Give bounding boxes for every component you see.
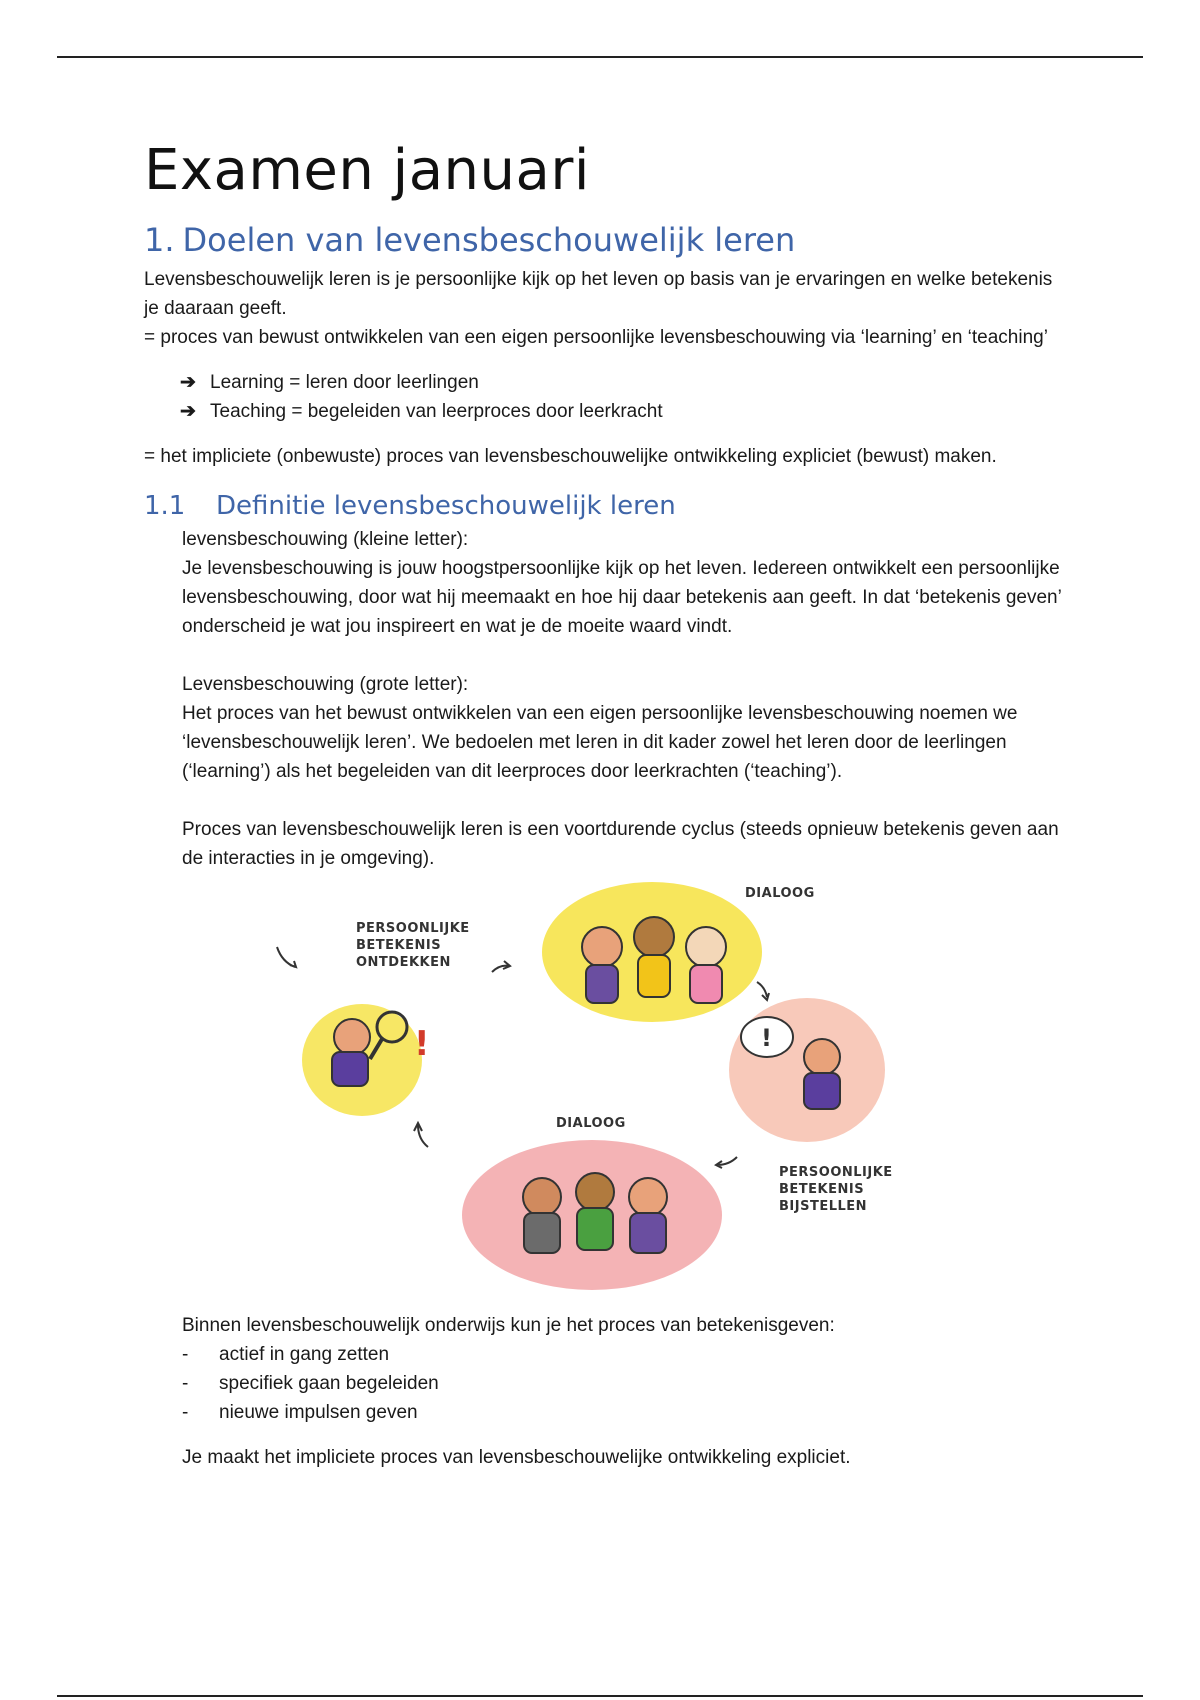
diagram-label-dialog-top: DIALOOG [745,886,815,901]
arrow-right-icon: ➔ [180,372,196,393]
figures-dialog-bottom [523,1173,667,1253]
diagram-label-dialog-bottom: DIALOOG [556,1116,626,1131]
page-title: Examen januari [144,138,590,203]
section-1-1-title: Definitie levensbeschouwelijk leren [216,491,676,521]
arrow-list-item-text: Learning = leren door leerlingen [210,372,479,393]
cycle-diagram [182,877,1102,1307]
arrow-icon [277,947,296,967]
diagram-label-discover-3: ONTDEKKEN [356,955,451,970]
svg-text:!: ! [761,1024,772,1052]
section-1-number: 1. [144,221,175,259]
dash-list-item-text: actief in gang zetten [219,1344,390,1365]
arrow-list-item [180,368,1064,397]
arrow-right-icon: ➔ [180,401,196,422]
cycle-description: Proces van levensbeschouwelijk leren is een voortdurende cyclus (steeds opnieuw betekenis geven aan de interacties in je omgeving). [182,819,1059,869]
section-1-1-number: 1.1 [144,491,186,521]
arrow-icon [757,982,769,1000]
definition-label-small: levensbeschouwing (kleine letter): [182,529,469,550]
section-1-para-2: = proces van bewust ontwikkelen van een eigen persoonlijke levensbeschouwing via ‘learning’ en ‘teaching’ [144,327,1048,348]
dash-list [182,1340,1064,1427]
section-1-1-heading [144,491,1064,521]
arrow-list-item [180,397,1064,426]
closing-sentence: Je maakt het impliciete proces van levensbeschouwelijke ontwikkeling expliciet. [182,1447,851,1468]
figures-dialog-top [582,917,726,1003]
arrow-icon [716,1157,737,1168]
dash-list-item: - nieuwe impulsen geven [182,1402,418,1423]
definition-label-capital: Levensbeschouwing (grote letter): [182,674,469,695]
section-1-1-body [182,525,1064,1472]
definition-text-small: Je levensbeschouwing is jouw hoogstpersoonlijke kijk op het leven. Iedereen ontwikkelt een persoonlijke levensbeschouwing, door wat hij meemaakt en hoe hij daar betekenis aan geeft. In dat ‘betekenis geven’ onderscheid je wat jou inspireert en wat je de moeite waard vindt. [182,558,1062,637]
arrow-icon [492,961,510,972]
section-1-para-3: = het impliciete (onbewuste) proces van levensbeschouwelijke ontwikkeling expliciet (bewust) maken. [144,446,997,467]
diagram-label-adjust-2: BETEKENIS [779,1182,865,1197]
dash-list-item-text: nieuwe impulsen geven [219,1402,418,1423]
dash-list-item-text: specifiek gaan begeleiden [219,1373,439,1394]
diagram-label-adjust-1: PERSOONLIJKE [779,1165,893,1180]
diagram-label-adjust-3: BIJSTELLEN [779,1199,868,1214]
section-1-heading [144,221,1064,259]
bottom-rule [57,1695,1143,1697]
diagram-label-discover-2: BETEKENIS [356,938,442,953]
document-body [144,138,1064,1472]
dash-list-item: - actief in gang zetten [182,1344,390,1365]
arrow-list-item-text: Teaching = begeleiden van leerproces door leerkracht [210,401,663,422]
arrow-list [180,368,1064,426]
definition-text-capital: Het proces van het bewust ontwikkelen van een eigen persoonlijke levensbeschouwing noemen we ‘levensbeschouwelijk leren’. We bedoelen met leren in dit kader zowel het leren door de leerlingen (‘learning’) als het begeleiden van dit leerproces door leerkrachten (‘teaching’). [182,703,1018,782]
arrow-icon [414,1123,428,1147]
cycle-diagram-illustration [182,877,1102,1307]
svg-text:!: ! [414,1024,430,1064]
dash-list-item: - specifiek gaan begeleiden [182,1373,439,1394]
process-intro: Binnen levensbeschouwelijk onderwijs kun je het proces van betekenisgeven: [182,1315,835,1336]
diagram-label-discover-1: PERSOONLIJKE [356,921,470,936]
top-rule [57,56,1143,58]
section-1-title: Doelen van levensbeschouwelijk leren [182,221,796,259]
section-1-para-1: Levensbeschouwelijk leren is je persoonlijke kijk op het leven op basis van je ervaringen en welke betekenis je daaraan geeft. [144,269,1053,319]
